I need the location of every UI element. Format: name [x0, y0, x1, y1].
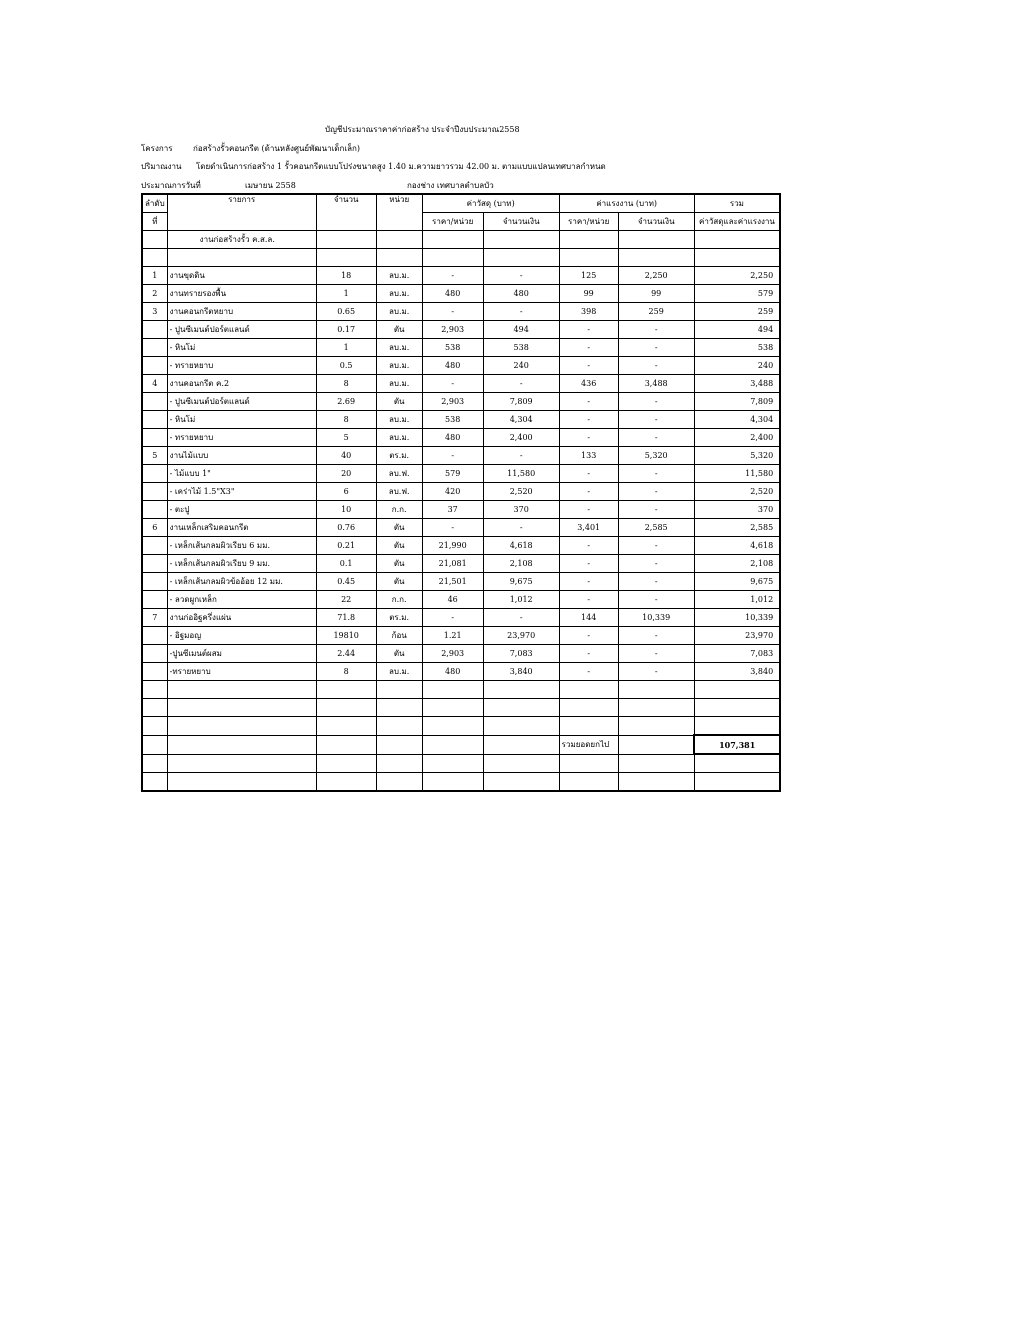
- row-material-unit-price: -: [422, 447, 483, 465]
- row-item: - ลวดผูกเหล็ก: [167, 591, 316, 609]
- row-unit: ลบ.ม.: [376, 267, 422, 285]
- header-material-unit-price: ราคา/หน่วย: [422, 213, 483, 231]
- row-labor-amount: 5,320: [618, 447, 694, 465]
- row-labor-unit-price: -: [559, 339, 618, 357]
- row-material-unit-price: 420: [422, 483, 483, 501]
- row-material-amount: -: [483, 303, 559, 321]
- row-qty: 1: [316, 285, 376, 303]
- row-labor-amount: 99: [618, 285, 694, 303]
- row-number: [142, 411, 167, 429]
- row-material-amount: 7,083: [483, 645, 559, 663]
- row-qty: 1: [316, 339, 376, 357]
- row-labor-unit-price: -: [559, 321, 618, 339]
- header-qty: จำนวน: [316, 194, 376, 231]
- row-material-amount: 370: [483, 501, 559, 519]
- row-material-amount: 1,012: [483, 591, 559, 609]
- row-material-amount: 4,618: [483, 537, 559, 555]
- row-number: [142, 429, 167, 447]
- row-labor-unit-price: -: [559, 591, 618, 609]
- row-unit: ลบ.ม.: [376, 339, 422, 357]
- row-unit: ตัน: [376, 555, 422, 573]
- row-item: - เหล็กเส้นกลมผิวข้ออ้อย 12 มม.: [167, 573, 316, 591]
- row-item: งานก่ออิฐครึ่งแผ่น: [167, 609, 316, 627]
- row-item: -ปูนซีเมนต์ผสม: [167, 645, 316, 663]
- row-item: งานไม้แบบ: [167, 447, 316, 465]
- row-labor-amount: -: [618, 573, 694, 591]
- row-material-unit-price: -: [422, 519, 483, 537]
- row-item: งานทรายรองพื้น: [167, 285, 316, 303]
- row-item: งานเหล็กเสริมคอนกรีต: [167, 519, 316, 537]
- row-labor-amount: -: [618, 429, 694, 447]
- row-labor-amount: -: [618, 645, 694, 663]
- row-total: 23,970: [694, 627, 780, 645]
- table-row: [142, 303, 780, 321]
- row-unit: ตัน: [376, 519, 422, 537]
- row-material-unit-price: 480: [422, 285, 483, 303]
- empty-row: [142, 754, 780, 773]
- row-number: [142, 627, 167, 645]
- table-row: [142, 339, 780, 357]
- row-labor-amount: 2,585: [618, 519, 694, 537]
- row-unit: ลบ.ม.: [376, 411, 422, 429]
- row-unit: ก้อน: [376, 627, 422, 645]
- row-total: 2,250: [694, 267, 780, 285]
- row-material-amount: 494: [483, 321, 559, 339]
- empty-row: [142, 773, 780, 792]
- row-material-amount: -: [483, 375, 559, 393]
- row-labor-amount: 3,488: [618, 375, 694, 393]
- row-unit: ลบ.ม.: [376, 285, 422, 303]
- row-labor-unit-price: -: [559, 393, 618, 411]
- row-qty: 0.76: [316, 519, 376, 537]
- row-total: 494: [694, 321, 780, 339]
- row-item: - หินโม่: [167, 411, 316, 429]
- row-material-unit-price: 21,081: [422, 555, 483, 573]
- quantity-value: โดยดำเนินการก่อสร้าง 1 รั้วคอนกรีตแบบโปร่งขนาดสูง 1.40 ม.ความยาวรวม 42.00 ม. ตามแบบแปลนเทศบาลกำหนด: [196, 162, 606, 171]
- row-labor-amount: -: [618, 357, 694, 375]
- page-title: บัญชีประมาณราคาค่าก่อสร้าง ประจำปีงบประมาณ2558: [325, 125, 520, 134]
- row-material-unit-price: -: [422, 267, 483, 285]
- header-material: ค่าวัสดุ (บาท): [422, 194, 559, 213]
- row-number: 6: [142, 519, 167, 537]
- row-unit: ตร.ม.: [376, 609, 422, 627]
- row-qty: 18: [316, 267, 376, 285]
- row-labor-amount: 259: [618, 303, 694, 321]
- summary-total: 107,381: [694, 735, 780, 754]
- row-number: [142, 537, 167, 555]
- row-total: 7,809: [694, 393, 780, 411]
- header-item: รายการ: [167, 194, 316, 231]
- row-material-unit-price: 2,903: [422, 393, 483, 411]
- row-material-amount: 2,400: [483, 429, 559, 447]
- row-labor-unit-price: -: [559, 411, 618, 429]
- row-material-amount: 480: [483, 285, 559, 303]
- row-material-amount: 2,520: [483, 483, 559, 501]
- row-total: 3,840: [694, 663, 780, 681]
- row-qty: 0.65: [316, 303, 376, 321]
- row-labor-unit-price: 398: [559, 303, 618, 321]
- row-labor-unit-price: 3,401: [559, 519, 618, 537]
- row-material-amount: -: [483, 519, 559, 537]
- row-labor-amount: -: [618, 555, 694, 573]
- row-material-unit-price: 480: [422, 357, 483, 375]
- row-item: งานขุดดิน: [167, 267, 316, 285]
- row-material-amount: -: [483, 267, 559, 285]
- row-item: - ปูนซีเมนต์ปอร์ตแลนด์: [167, 321, 316, 339]
- row-labor-unit-price: -: [559, 465, 618, 483]
- row-unit: ลบ.ม.: [376, 357, 422, 375]
- row-labor-unit-price: 144: [559, 609, 618, 627]
- project-value: ก่อสร้างรั้วคอนกรีต (ด้านหลังศูนย์พัฒนาเด็กเล็ก): [193, 144, 360, 153]
- row-material-unit-price: 1.21: [422, 627, 483, 645]
- row-item: - เหล็กเส้นกลมผิวเรียบ 9 มม.: [167, 555, 316, 573]
- row-qty: 0.1: [316, 555, 376, 573]
- row-labor-unit-price: 125: [559, 267, 618, 285]
- row-item: งานคอนกรีตหยาบ: [167, 303, 316, 321]
- row-total: 11,580: [694, 465, 780, 483]
- table-row: [142, 573, 780, 591]
- row-labor-unit-price: -: [559, 627, 618, 645]
- row-labor-unit-price: -: [559, 429, 618, 447]
- row-item: - ตะปู: [167, 501, 316, 519]
- row-total: 5,320: [694, 447, 780, 465]
- row-labor-amount: -: [618, 591, 694, 609]
- row-unit: ก.ก.: [376, 591, 422, 609]
- row-qty: 2.69: [316, 393, 376, 411]
- row-number: [142, 393, 167, 411]
- row-number: [142, 321, 167, 339]
- row-total: 538: [694, 339, 780, 357]
- row-material-amount: 4,304: [483, 411, 559, 429]
- row-labor-unit-price: 133: [559, 447, 618, 465]
- row-total: 9,675: [694, 573, 780, 591]
- row-number: 5: [142, 447, 167, 465]
- row-number: 3: [142, 303, 167, 321]
- row-material-unit-price: 46: [422, 591, 483, 609]
- row-unit: ลบ.ม.: [376, 429, 422, 447]
- row-qty: 20: [316, 465, 376, 483]
- row-number: [142, 645, 167, 663]
- header-total: รวม: [694, 194, 780, 213]
- row-material-amount: 7,809: [483, 393, 559, 411]
- row-item: - ทรายหยาบ: [167, 357, 316, 375]
- row-material-unit-price: 21,990: [422, 537, 483, 555]
- row-total: 7,083: [694, 645, 780, 663]
- row-labor-amount: 10,339: [618, 609, 694, 627]
- summary-row: [142, 735, 780, 754]
- row-total: 2,520: [694, 483, 780, 501]
- row-material-unit-price: 21,501: [422, 573, 483, 591]
- row-material-unit-price: 480: [422, 663, 483, 681]
- row-number: [142, 501, 167, 519]
- empty-row: [142, 681, 780, 699]
- table-row: [142, 555, 780, 573]
- row-number: 4: [142, 375, 167, 393]
- row-total: 2,108: [694, 555, 780, 573]
- row-material-amount: 9,675: [483, 573, 559, 591]
- row-labor-unit-price: -: [559, 663, 618, 681]
- row-item: - อิฐมอญ: [167, 627, 316, 645]
- row-material-amount: -: [483, 447, 559, 465]
- row-labor-unit-price: -: [559, 573, 618, 591]
- date-value: เมษายน 2558: [245, 181, 296, 190]
- row-item: - ไม้แบบ 1": [167, 465, 316, 483]
- row-item: - เคร่าไม้ 1.5"X3": [167, 483, 316, 501]
- row-unit: ลบ.ม.: [376, 375, 422, 393]
- row-item: -ทรายหยาบ: [167, 663, 316, 681]
- row-number: 2: [142, 285, 167, 303]
- row-material-unit-price: 538: [422, 411, 483, 429]
- row-labor-amount: -: [618, 483, 694, 501]
- row-qty: 8: [316, 375, 376, 393]
- row-unit: ก.ก.: [376, 501, 422, 519]
- row-labor-unit-price: 99: [559, 285, 618, 303]
- header-no-2: ที่: [142, 213, 167, 231]
- row-labor-amount: -: [618, 465, 694, 483]
- row-number: 1: [142, 267, 167, 285]
- row-material-unit-price: -: [422, 303, 483, 321]
- row-material-unit-price: 2,903: [422, 645, 483, 663]
- row-material-unit-price: 579: [422, 465, 483, 483]
- row-total: 4,304: [694, 411, 780, 429]
- row-qty: 0.17: [316, 321, 376, 339]
- row-item: - ปูนซีเมนต์ปอร์ตแลนด์: [167, 393, 316, 411]
- row-labor-unit-price: 436: [559, 375, 618, 393]
- header-labor-amount: จำนวนเงิน: [618, 213, 694, 231]
- row-number: [142, 465, 167, 483]
- row-qty: 0.5: [316, 357, 376, 375]
- row-qty: 2.44: [316, 645, 376, 663]
- row-material-unit-price: 480: [422, 429, 483, 447]
- row-item: - เหล็กเส้นกลมผิวเรียบ 6 มม.: [167, 537, 316, 555]
- row-qty: 8: [316, 411, 376, 429]
- row-total: 370: [694, 501, 780, 519]
- row-qty: 22: [316, 591, 376, 609]
- row-item: - หินโม่: [167, 339, 316, 357]
- row-qty: 5: [316, 429, 376, 447]
- row-labor-unit-price: -: [559, 501, 618, 519]
- row-qty: 0.21: [316, 537, 376, 555]
- row-labor-unit-price: -: [559, 483, 618, 501]
- row-material-unit-price: -: [422, 609, 483, 627]
- row-qty: 0.45: [316, 573, 376, 591]
- estimate-table: [141, 193, 781, 792]
- table-row: [142, 429, 780, 447]
- row-material-amount: 538: [483, 339, 559, 357]
- table-row: [142, 663, 780, 681]
- table-row: [142, 393, 780, 411]
- row-unit: ลบ.ฟ.: [376, 465, 422, 483]
- table-row: [142, 591, 780, 609]
- table-row: [142, 483, 780, 501]
- table-row: [142, 447, 780, 465]
- row-item: งานคอนกรีต ค.2: [167, 375, 316, 393]
- table-row: [142, 465, 780, 483]
- row-material-unit-price: -: [422, 375, 483, 393]
- row-material-amount: 11,580: [483, 465, 559, 483]
- row-unit: ตร.ม.: [376, 447, 422, 465]
- row-unit: ตัน: [376, 537, 422, 555]
- row-qty: 6: [316, 483, 376, 501]
- header-no: ลำดับ: [142, 194, 167, 213]
- table-row: [142, 285, 780, 303]
- row-number: [142, 573, 167, 591]
- row-labor-unit-price: -: [559, 357, 618, 375]
- row-unit: ลบ.ฟ.: [376, 483, 422, 501]
- empty-row: [142, 699, 780, 717]
- row-labor-amount: -: [618, 411, 694, 429]
- row-labor-unit-price: -: [559, 555, 618, 573]
- row-material-amount: 2,108: [483, 555, 559, 573]
- row-number: [142, 357, 167, 375]
- row-item: - ทรายหยาบ: [167, 429, 316, 447]
- row-total: 1,012: [694, 591, 780, 609]
- table-row: [142, 645, 780, 663]
- table-row: [142, 321, 780, 339]
- row-material-amount: -: [483, 609, 559, 627]
- row-material-unit-price: 2,903: [422, 321, 483, 339]
- empty-row: [142, 717, 780, 736]
- row-number: 7: [142, 609, 167, 627]
- row-total: 3,488: [694, 375, 780, 393]
- row-qty: 71.8: [316, 609, 376, 627]
- row-total: 10,339: [694, 609, 780, 627]
- row-total: 4,618: [694, 537, 780, 555]
- header-material-amount: จำนวนเงิน: [483, 213, 559, 231]
- row-unit: ตัน: [376, 573, 422, 591]
- table-row: [142, 501, 780, 519]
- table-row: [142, 627, 780, 645]
- header-unit: หน่วย: [376, 194, 422, 231]
- row-total: 259: [694, 303, 780, 321]
- row-unit: ตัน: [376, 393, 422, 411]
- section-title: งานก่อสร้างรั้ว ค.ส.ล.: [167, 231, 316, 249]
- table-row: [142, 411, 780, 429]
- row-labor-amount: -: [618, 501, 694, 519]
- row-material-amount: 240: [483, 357, 559, 375]
- office-name: กองช่าง เทศบาลตำบลบัว: [407, 181, 494, 190]
- row-number: [142, 591, 167, 609]
- header-total-sub: ค่าวัสดุและค่าแรงงาน: [694, 213, 780, 231]
- row-material-unit-price: 538: [422, 339, 483, 357]
- project-label: โครงการ: [141, 144, 173, 153]
- row-labor-unit-price: -: [559, 645, 618, 663]
- row-labor-amount: -: [618, 339, 694, 357]
- row-qty: 8: [316, 663, 376, 681]
- row-qty: 40: [316, 447, 376, 465]
- row-material-amount: 3,840: [483, 663, 559, 681]
- table-row: [142, 357, 780, 375]
- row-number: [142, 663, 167, 681]
- table-row: [142, 609, 780, 627]
- row-labor-amount: -: [618, 393, 694, 411]
- row-total: 240: [694, 357, 780, 375]
- row-labor-unit-price: -: [559, 537, 618, 555]
- row-labor-amount: 2,250: [618, 267, 694, 285]
- date-label: ประมาณการวันที่: [141, 181, 201, 190]
- row-total: 2,585: [694, 519, 780, 537]
- header-labor-unit-price: ราคา/หน่วย: [559, 213, 618, 231]
- row-qty: 19810: [316, 627, 376, 645]
- summary-label: รวมยอดยกไป: [559, 735, 618, 754]
- row-total: 2,400: [694, 429, 780, 447]
- table-row: [142, 375, 780, 393]
- row-total: 579: [694, 285, 780, 303]
- row-labor-amount: -: [618, 321, 694, 339]
- row-labor-amount: -: [618, 627, 694, 645]
- table-row: [142, 267, 780, 285]
- header-labor: ค่าแรงงาน (บาท): [559, 194, 694, 213]
- row-material-amount: 23,970: [483, 627, 559, 645]
- row-labor-amount: -: [618, 663, 694, 681]
- row-labor-amount: -: [618, 537, 694, 555]
- row-qty: 10: [316, 501, 376, 519]
- row-unit: ตัน: [376, 645, 422, 663]
- row-material-unit-price: 37: [422, 501, 483, 519]
- quantity-label: ปริมาณงาน: [141, 162, 182, 171]
- row-number: [142, 339, 167, 357]
- row-number: [142, 483, 167, 501]
- row-unit: ตัน: [376, 321, 422, 339]
- table-row: [142, 537, 780, 555]
- row-unit: ลบ.ม.: [376, 663, 422, 681]
- row-unit: ลบ.ม.: [376, 303, 422, 321]
- row-number: [142, 555, 167, 573]
- table-row: [142, 519, 780, 537]
